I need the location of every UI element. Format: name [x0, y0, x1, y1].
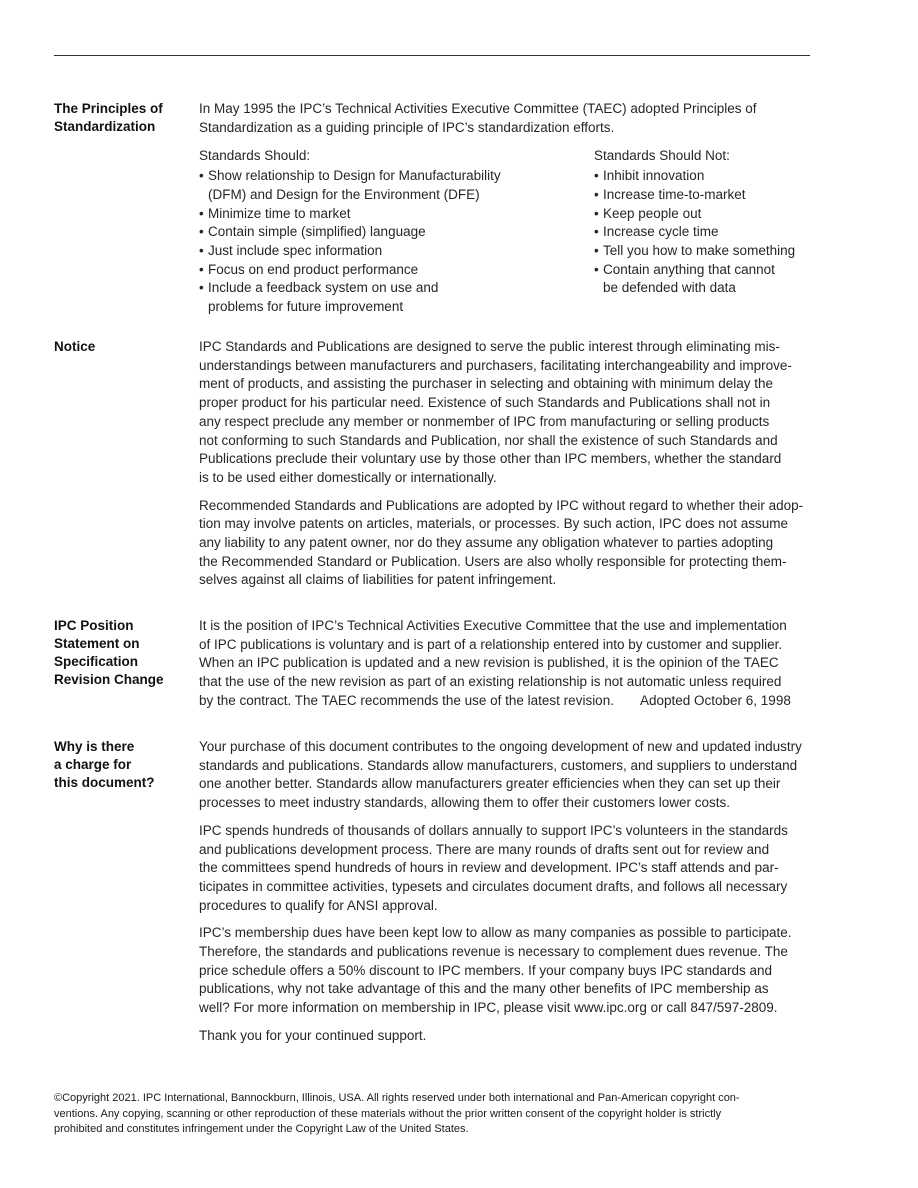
- standards-should-title: Standards Should:: [199, 148, 311, 164]
- standards-should-not-list: [594, 167, 825, 298]
- should-list-item: • Contain simple (simplified) language: [199, 223, 594, 242]
- notice-heading: Notice: [54, 339, 96, 354]
- principles-columns: [199, 147, 825, 316]
- notice-body: [199, 338, 825, 590]
- charge-paragraph: Thank you for your continued support.: [199, 1027, 427, 1043]
- top-rule: [54, 55, 810, 56]
- should-list-item: • Show relationship to Design for Manufacturability (DFM) and Design for the Environment (DFE): [199, 167, 594, 204]
- position-last-line: by the contract. The TAEC recommends the use of the latest revision.: [199, 692, 614, 708]
- principles-intro: In May 1995 the IPC’s Technical Activities Executive Committee (TAEC) adopted Principles of Standardization as a guiding principle of IPC’s standardization efforts.: [199, 101, 757, 135]
- standards-should-not-column: [594, 147, 825, 316]
- should-list-item: • Focus on end product performance: [199, 261, 594, 280]
- adopted-date: Adopted October 6, 1998: [639, 692, 791, 708]
- notice-paragraph: IPC Standards and Publications are designed to serve the public interest through eliminating mis- understandings between manufacturers and purchasers, facilitating interchangeability and improve- ment of products, and assisting the purchaser in selecting and obtaining with minimum delay the proper product for his particular need. Existence of such Standards and Publications shall not in any respect preclude any member or nonmember of IPC from manufacturing or selling products not conforming to such Standards and Publication, nor shall the existence of such Standards and Publications preclude their voluntary use by those other than IPC members, whether the standard is to be used either domestically or internationally.: [199, 339, 792, 485]
- principles-body: [199, 100, 825, 317]
- position-section: [54, 617, 834, 711]
- should-not-list-item: • Keep people out: [594, 205, 825, 224]
- charge-body: [199, 738, 825, 1046]
- charge-paragraph: Your purchase of this document contributes to the ongoing development of new and updated industry standards and publications. Standards allow manufacturers, customers, and suppliers to understand one another better. Standards allow manufacturers greater efficiencies when they can set up their processes to meet industry standards, allowing them to offer their customers lower costs.: [199, 739, 802, 811]
- notice-paragraph: Recommended Standards and Publications are adopted by IPC without regard to whether their adop- tion may involve patents on articles, materials, or processes. By such action, IPC does not assume any liability to any patent owner, nor do they assume any obligation whatever to parties adopting the Recommended Standard or Publication. Users are also wholly responsible for protecting them- selves against all claims of liabilities for patent infringement.: [199, 497, 804, 588]
- standards-should-column: [199, 147, 594, 316]
- position-body: It is the position of IPC’s Technical Activities Executive Committee that the use and implementation of IPC publications is voluntary and is part of a relationship entered into by customer and supplier. When an IPC publication is updated and a new revision is published, it is the opinion of the TAEC that the use of the new revision as part of an existing relationship is not automatic unless required by the contract. The TAEC recommends the use of the latest revision. Adopted October 6, 1998: [199, 617, 825, 711]
- copyright-footer: ©Copyright 2021. IPC International, Bannockburn, Illinois, USA. All rights reserved under both international and Pan-American copyright con- ventions. Any copying, scanning or other reproduction of these materials without the prior written consent of the copyright holder is strictly prohibited and constitutes infringement under the Copyright Law of the United States.: [54, 1092, 740, 1135]
- charge-section: [54, 738, 834, 1055]
- should-list-item: • Include a feedback system on use and problems for future improvement: [199, 279, 594, 316]
- should-not-list-item: • Contain anything that cannot be defended with data: [594, 261, 825, 298]
- charge-heading: Why is there a charge for this document?: [54, 739, 155, 790]
- should-not-list-item: • Increase cycle time: [594, 223, 825, 242]
- position-heading: IPC Position Statement on Specification Revision Change: [54, 618, 164, 687]
- notice-section: [54, 338, 834, 599]
- charge-paragraph: IPC spends hundreds of thousands of dollars annually to support IPC’s volunteers in the standards and publications development process. There are many rounds of drafts sent out for review and the committees spend hundreds of hours in review and development. IPC’s staff attends and par- ticipates in committee activities, typesets and circulates document drafts, and follows all necessary procedures to qualify for ANSI approval.: [199, 822, 788, 913]
- should-list-item: • Minimize time to market: [199, 205, 594, 224]
- standards-should-not-title: Standards Should Not:: [594, 148, 730, 164]
- should-not-list-item: • Tell you how to make something: [594, 242, 825, 261]
- should-list-item: • Just include spec information: [199, 242, 594, 261]
- principles-section: [54, 100, 834, 317]
- charge-paragraph: IPC’s membership dues have been kept low to allow as many companies as possible to participate. Therefore, the standards and publications revenue is necessary to complement dues revenue. The price schedule offers a 50% discount to IPC members. If your company buys IPC standards and publications, why not take advantage of this and the many other benefits of IPC membership as well? For more information on membership in IPC, please visit www.ipc.org or call 847/597-2809.: [199, 925, 792, 1016]
- should-not-list-item: • Increase time-to-market: [594, 186, 825, 205]
- principles-heading: The Principles of Standardization: [54, 101, 163, 134]
- standards-should-list: [199, 167, 594, 317]
- should-not-list-item: • Inhibit innovation: [594, 167, 825, 186]
